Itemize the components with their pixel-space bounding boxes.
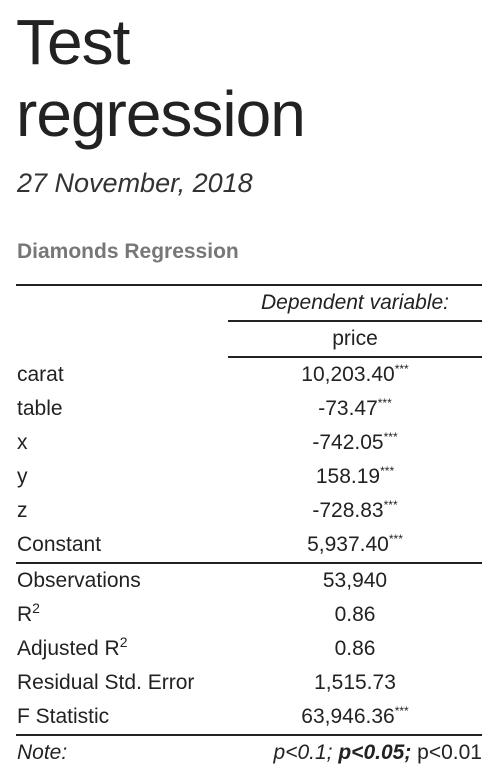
dependent-variable-name-row: [16, 321, 482, 357]
significance-stars: ***: [380, 464, 395, 478]
coef-value: 5,937.40***: [307, 532, 403, 556]
stat-value: 63,946.36***: [301, 704, 409, 728]
table-row: [16, 563, 482, 598]
significance-stars: ***: [394, 704, 409, 718]
stat-label: Adjusted $R^2$: [17, 634, 128, 660]
coef-value: -728.83***: [312, 498, 398, 522]
stat-value: 0.86: [334, 637, 376, 660]
stat-label: F Statistic: [17, 705, 110, 728]
title-line-1: Test: [16, 6, 130, 78]
table-row: [16, 460, 482, 494]
significance-stars: ***: [383, 498, 398, 512]
stat-value: 0.86: [334, 603, 376, 626]
significance-stars: ***: [394, 362, 409, 376]
coef-value: 10,203.40***: [301, 362, 409, 386]
title-line-2: regression: [16, 78, 305, 150]
note-text: p<0.1; p<0.05; p<0.01: [228, 735, 482, 770]
coef-label: table: [17, 397, 63, 420]
table-row: [16, 494, 482, 528]
dependent-variable-label: Dependent variable:: [228, 285, 482, 321]
table-row: [16, 392, 482, 426]
significance-stars: ***: [388, 532, 403, 546]
stat-label: Residual Std. Error: [17, 671, 195, 694]
note-label: Note:: [16, 735, 228, 770]
significance-stars: ***: [383, 430, 398, 444]
coef-label: x: [17, 431, 28, 454]
stat-value: 1,515.73: [314, 671, 396, 694]
significance-stars: ***: [377, 396, 392, 410]
table-row: [16, 700, 482, 735]
table-row: [16, 357, 482, 392]
coef-label: carat: [17, 362, 64, 386]
table-caption: Diamonds Regression: [17, 240, 239, 263]
dependent-variable-name: price: [228, 321, 482, 357]
stat-label: Observations: [16, 563, 228, 598]
dependent-variable-header-row: [16, 285, 482, 321]
note-row: [16, 735, 482, 770]
coef-value: 158.19***: [315, 464, 395, 488]
table-row: [16, 528, 482, 563]
report-date: 27 November, 2018: [17, 168, 253, 198]
page-title: [16, 6, 305, 150]
coef-label: Constant: [17, 533, 102, 556]
table-row: [16, 632, 482, 666]
coef-label: y: [17, 465, 28, 488]
table-row: [16, 426, 482, 460]
table-row: [16, 598, 482, 632]
coef-label: z: [17, 499, 28, 522]
coef-value: -742.05***: [312, 430, 398, 454]
coef-value: -73.47***: [318, 396, 392, 420]
regression-table: [16, 284, 482, 770]
stat-value: 53,940: [228, 563, 482, 598]
stat-label: $R^2$: [17, 600, 40, 626]
table-row: [16, 666, 482, 700]
